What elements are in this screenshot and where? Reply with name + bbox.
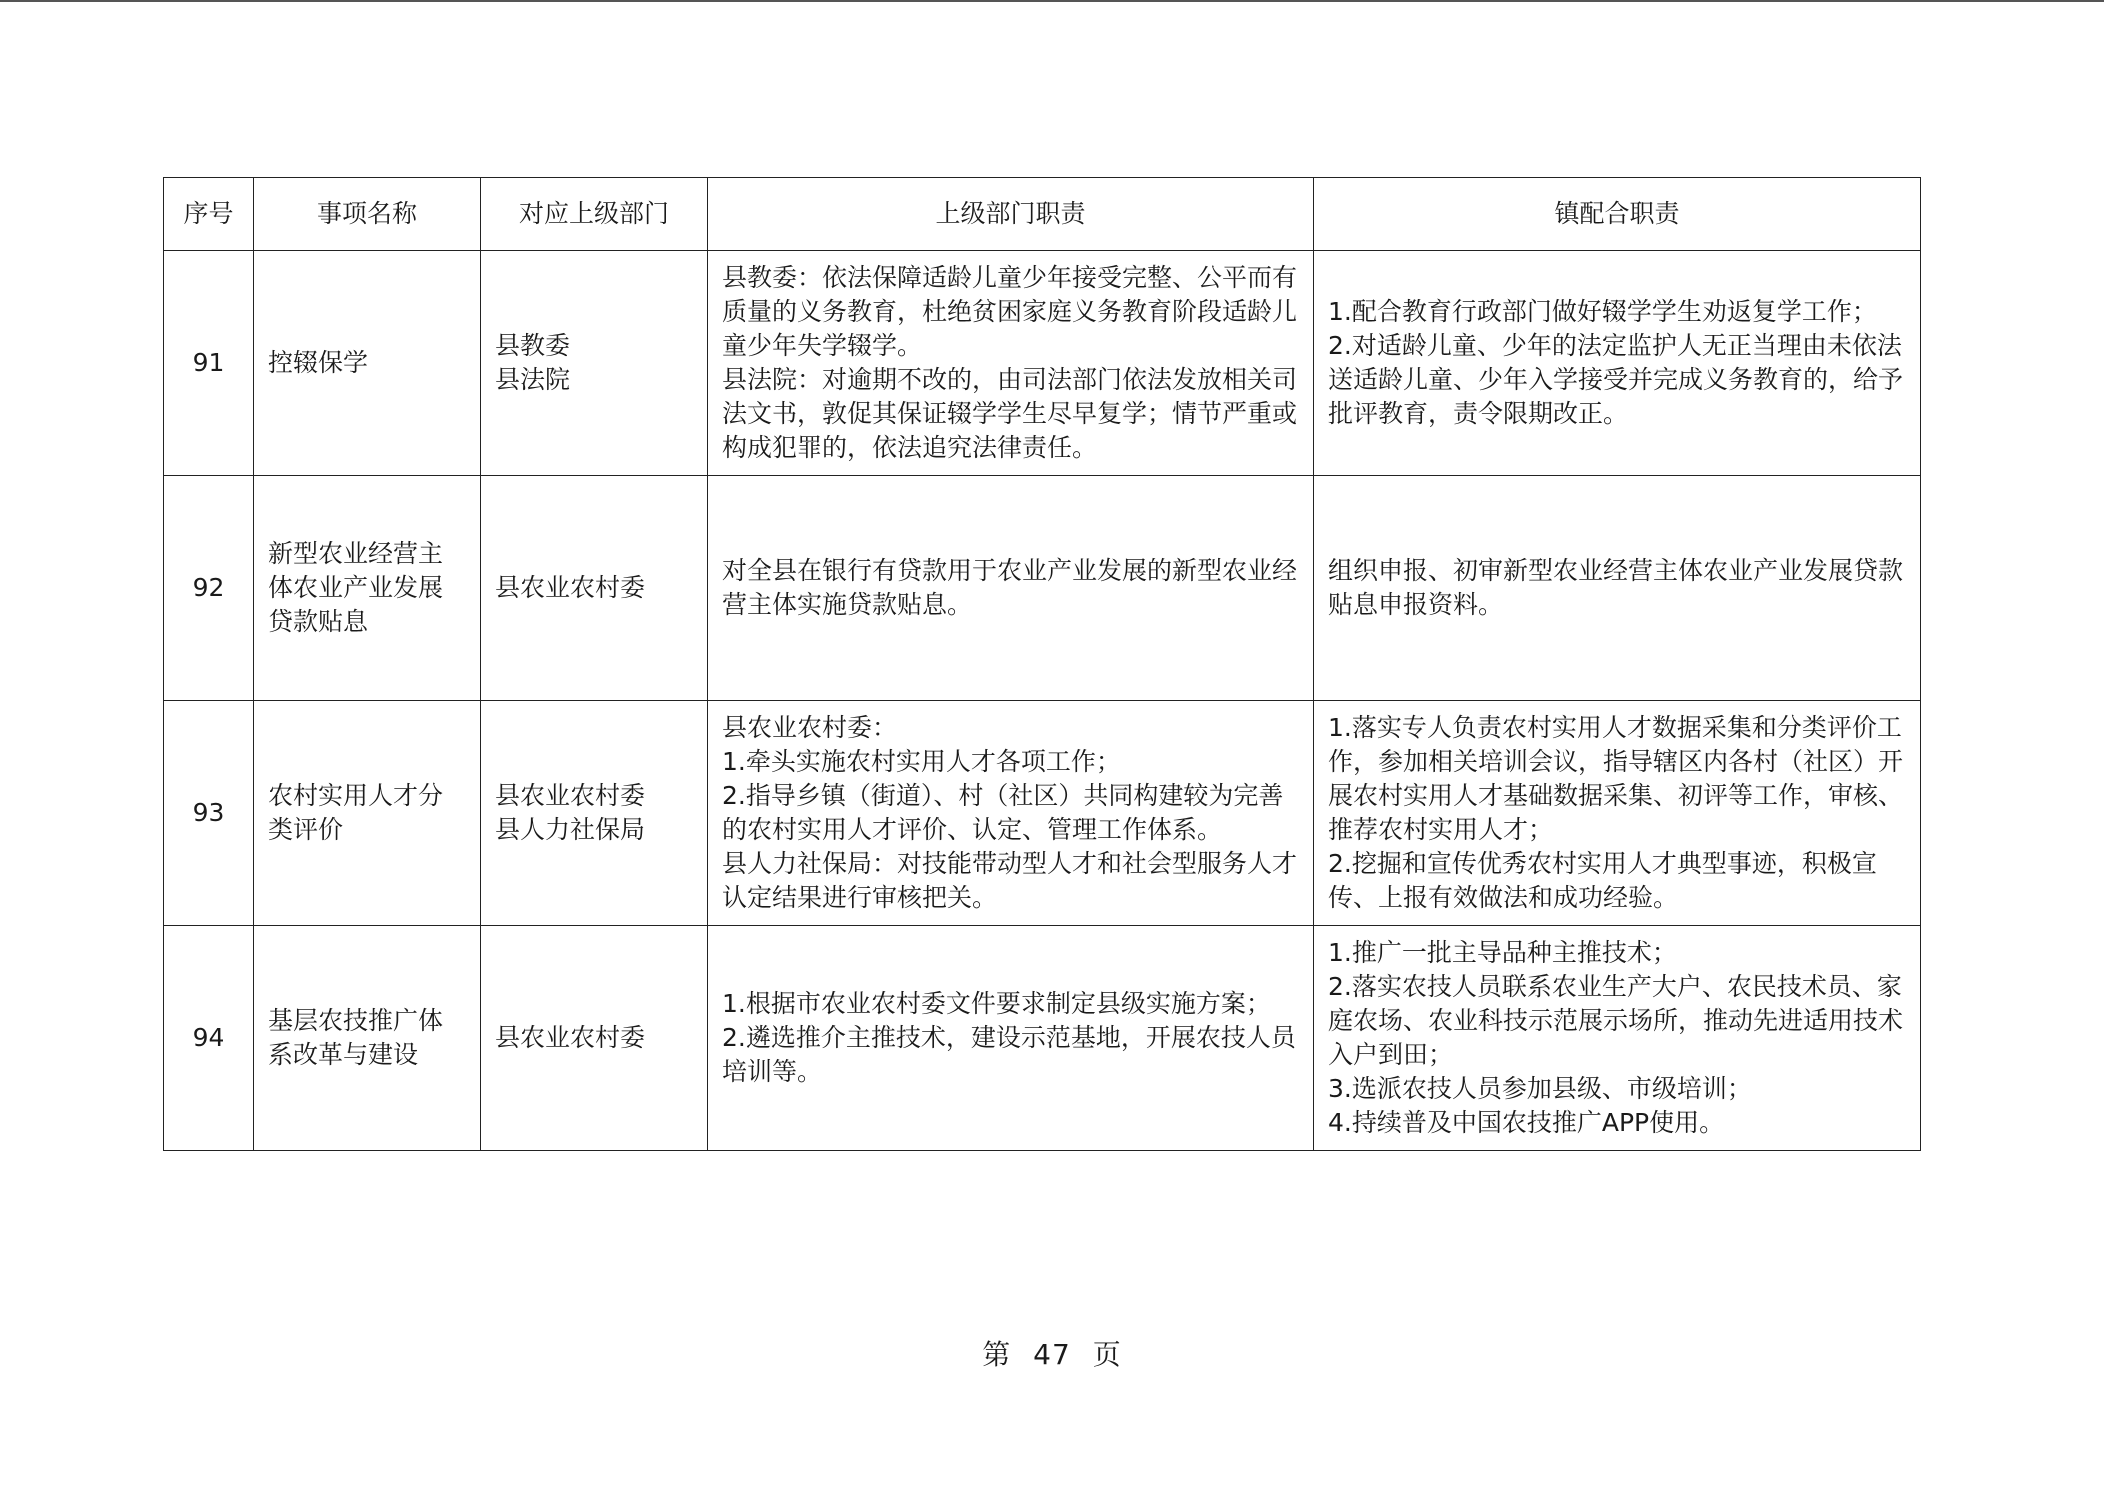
upper-duties-cell <box>708 926 1314 1151</box>
department-cell <box>481 251 708 476</box>
item-name-text: 控辍保学 <box>268 348 369 377</box>
top-border-line <box>0 0 2104 2</box>
page-suffix: 页 <box>1092 1338 1122 1371</box>
table-row <box>164 476 1921 701</box>
page-footer <box>0 1333 2104 1373</box>
upper-duty-paragraph: 1.牵头实施农村实用人才各项工作； <box>722 747 1121 776</box>
item-name-text: 基层农技推广体系改革与建设 <box>268 1006 444 1069</box>
upper-duty-paragraph: 县法院：对逾期不改的，由司法部门依法发放相关司法文书，敦促其保证辍学学生尽早复学；情节严重或构成犯罪的，依法追究法律责任。 <box>722 365 1298 462</box>
upper-duty-paragraph: 县人力社保局：对技能带动型人才和社会型服务人才认定结果进行审核把关。 <box>722 849 1298 912</box>
upper-duty-paragraph: 对全县在银行有贷款用于农业产业发展的新型农业经营主体实施贷款贴息。 <box>722 556 1298 619</box>
row-number: 93 <box>164 701 254 926</box>
town-duty-paragraph: 1.配合教育行政部门做好辍学学生劝返复学工作； <box>1328 297 1877 326</box>
department-cell <box>481 926 708 1151</box>
town-duty-paragraph: 2.对适龄儿童、少年的法定监护人无正当理由未依法送适龄儿童、少年入学接受并完成义务教育的，给予批评教育，责令限期改正。 <box>1328 331 1904 428</box>
department-text: 县农业农村委 <box>495 1023 646 1052</box>
header-item-name: 事项名称 <box>254 178 481 251</box>
item-name-cell <box>254 926 481 1151</box>
table-row <box>164 251 1921 476</box>
town-duty-paragraph: 组织申报、初审新型农业经营主体农业产业发展贷款贴息申报资料。 <box>1328 556 1904 619</box>
header-upper-duties: 上级部门职责 <box>708 178 1314 251</box>
town-duties-cell <box>1314 476 1921 701</box>
department-text: 县人力社保局 <box>495 815 646 844</box>
town-duties-cell <box>1314 701 1921 926</box>
item-name-cell <box>254 701 481 926</box>
town-duty-paragraph: 3.选派农技人员参加县级、市级培训； <box>1328 1074 1752 1103</box>
town-duties-cell <box>1314 926 1921 1151</box>
department-cell <box>481 701 708 926</box>
upper-duty-paragraph: 县农业农村委： <box>722 713 898 742</box>
header-upper-department: 对应上级部门 <box>481 178 708 251</box>
upper-duty-paragraph: 1.根据市农业农村委文件要求制定县级实施方案； <box>722 989 1271 1018</box>
department-cell <box>481 476 708 701</box>
page-number: 47 <box>1033 1338 1071 1371</box>
upper-duty-paragraph: 2.指导乡镇（街道）、村（社区）共同构建较为完善的农村实用人才评价、认定、管理工作体系。 <box>722 781 1284 844</box>
upper-duties-cell <box>708 476 1314 701</box>
department-text: 县农业农村委 <box>495 573 646 602</box>
town-duty-paragraph: 2.挖掘和宣传优秀农村实用人才典型事迹，积极宣传、上报有效做法和成功经验。 <box>1328 849 1877 912</box>
department-text: 县教委 <box>495 331 571 360</box>
item-name-text: 新型农业经营主体农业产业发展贷款贴息 <box>268 539 444 636</box>
department-text: 县法院 <box>495 365 571 394</box>
header-no: 序号 <box>164 178 254 251</box>
row-number: 91 <box>164 251 254 476</box>
upper-duty-paragraph: 2.遴选推介主推技术，建设示范基地，开展农技人员培训等。 <box>722 1023 1296 1086</box>
town-duty-paragraph: 4.持续普及中国农技推广APP使用。 <box>1328 1108 1725 1137</box>
town-duties-cell <box>1314 251 1921 476</box>
table-header-row <box>164 178 1921 251</box>
upper-duties-cell <box>708 701 1314 926</box>
duty-table <box>163 177 1921 1151</box>
town-duty-paragraph: 1.落实专人负责农村实用人才数据采集和分类评价工作，参加相关培训会议，指导辖区内各村（社区）开展农村实用人才基础数据采集、初评等工作，审核、推荐农村实用人才； <box>1328 713 1904 844</box>
town-duty-paragraph: 2.落实农技人员联系农业生产大户、农民技术员、家庭农场、农业科技示范展示场所，推动先进适用技术入户到田； <box>1328 972 1904 1069</box>
department-text: 县农业农村委 <box>495 781 646 810</box>
header-town-duties: 镇配合职责 <box>1314 178 1921 251</box>
town-duty-paragraph: 1.推广一批主导品种主推技术； <box>1328 938 1677 967</box>
item-name-cell <box>254 251 481 476</box>
item-name-text: 农村实用人才分类评价 <box>268 781 444 844</box>
upper-duties-cell <box>708 251 1314 476</box>
item-name-cell <box>254 476 481 701</box>
page-prefix: 第 <box>982 1338 1012 1371</box>
upper-duty-paragraph: 县教委：依法保障适龄儿童少年接受完整、公平而有质量的义务教育，杜绝贫困家庭义务教育阶段适龄儿童少年失学辍学。 <box>722 263 1298 360</box>
row-number: 94 <box>164 926 254 1151</box>
table-row <box>164 701 1921 926</box>
table-row <box>164 926 1921 1151</box>
row-number: 92 <box>164 476 254 701</box>
